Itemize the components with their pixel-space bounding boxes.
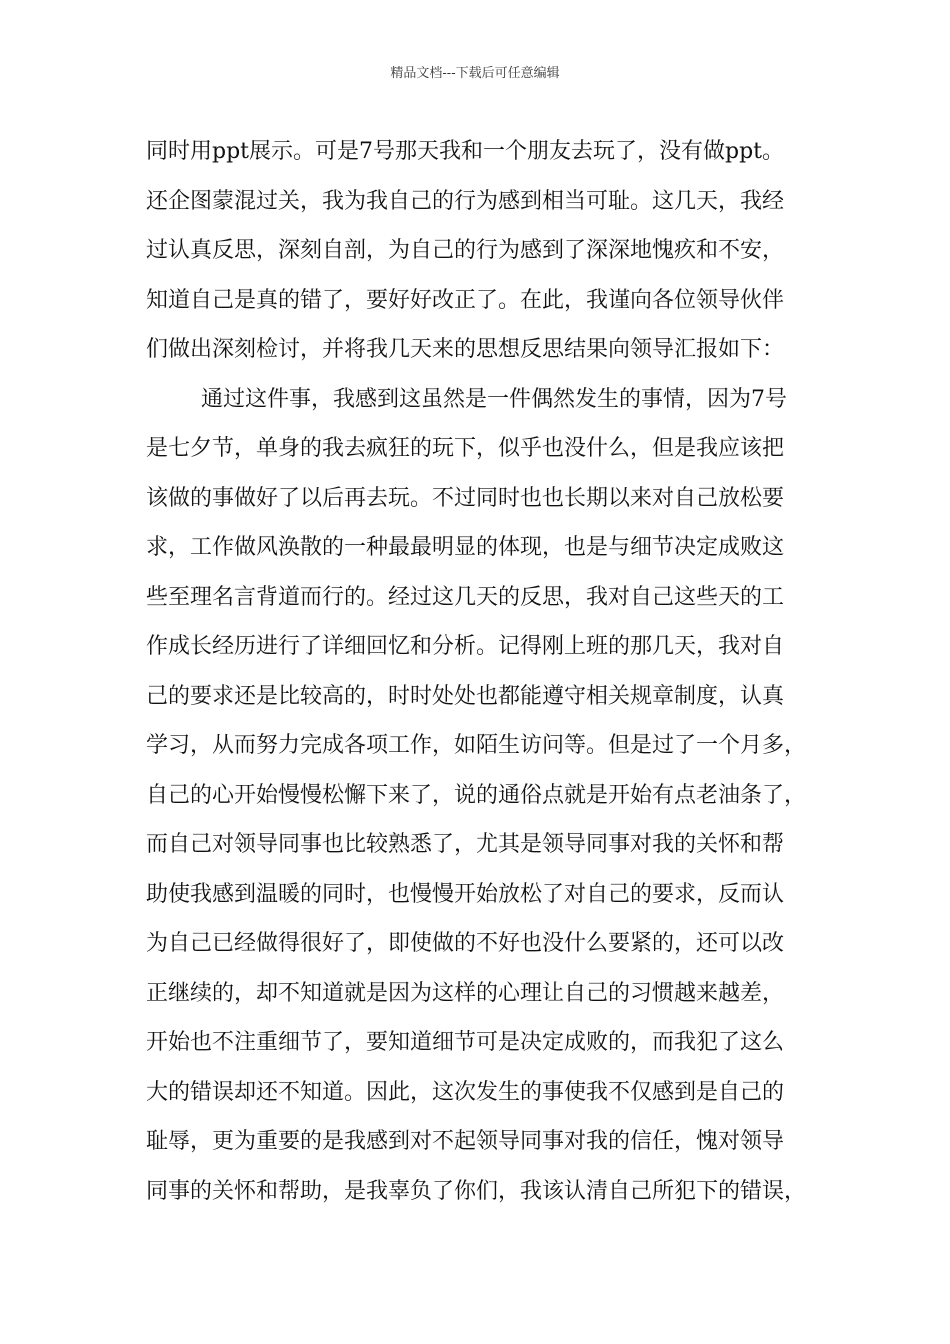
text-line: 同时用ppt展示。可是7号那天我和一个朋友去玩了，没有做ppt。 xyxy=(146,139,785,164)
text-line: 该做的事做好了以后再去玩。不过同时也也长期以来对自己放松要 xyxy=(146,485,785,511)
text-line: 过认真反思，深刻自剖，为自己的行为感到了深深地愧疚和不安， xyxy=(146,238,785,263)
text-line: 们做出深刻检讨，并将我几天来的思想反思结果向领导汇报如下： xyxy=(146,337,785,362)
text-line: 开始也不注重细节了，要知道细节可是决定成败的，而我犯了这么 xyxy=(146,1030,785,1055)
text-line: 而自己对领导同事也比较熟悉了，尤其是领导同事对我的关怀和帮 xyxy=(146,832,785,857)
document-body xyxy=(146,127,826,1216)
text-line: 作成长经历进行了详细回忆和分析。记得刚上班的那几天，我对自 xyxy=(146,634,785,659)
text-line: 耻辱，更为重要的是我感到对不起领导同事对我的信任，愧对领导 xyxy=(146,1129,785,1154)
text-line: 正继续的，却不知道就是因为这样的心理让自己的习惯越来越差， xyxy=(146,980,785,1006)
text-line: 大的错误却还不知道。因此，这次发生的事使我不仅感到是自己的 xyxy=(146,1079,785,1105)
text-line: 助使我感到温暖的同时，也慢慢开始放松了对自己的要求，反而认 xyxy=(146,881,785,907)
text-line: 自己的心开始慢慢松懈下来了，说的通俗点就是开始有点老油条了， xyxy=(146,782,807,808)
text-line: 些至理名言背道而行的。经过这几天的反思，我对自己这些天的工 xyxy=(146,584,785,610)
text-line: 知道自己是真的错了，要好好改正了。在此，我谨向各位领导伙伴 xyxy=(146,287,785,313)
text-line: 学习，从而努力完成各项工作，如陌生访问等。但是过了一个月多， xyxy=(146,733,807,758)
text-line: 还企图蒙混过关，我为我自己的行为感到相当可耻。这几天，我经 xyxy=(146,188,785,214)
paragraph-first-line: 通过这件事，我感到这虽然是一件偶然发生的事情，因为7号 xyxy=(201,386,787,412)
page-header: 精品文档---下载后可任意编辑 xyxy=(390,66,560,81)
text-line: 是七夕节，单身的我去疯狂的玩下，似乎也没什么，但是我应该把 xyxy=(146,436,785,461)
text-line: 己的要求还是比较高的，时时处处也都能遵守相关规章制度，认真 xyxy=(146,683,785,709)
text-line: 为自己已经做得很好了，即使做的不好也没什么要紧的，还可以改 xyxy=(146,931,785,956)
text-line: 同事的关怀和帮助，是我辜负了你们，我该认清自己所犯下的错误， xyxy=(146,1178,807,1204)
text-line: 求，工作做风涣散的一种最最明显的体现，也是与细节决定成败这 xyxy=(146,535,785,560)
